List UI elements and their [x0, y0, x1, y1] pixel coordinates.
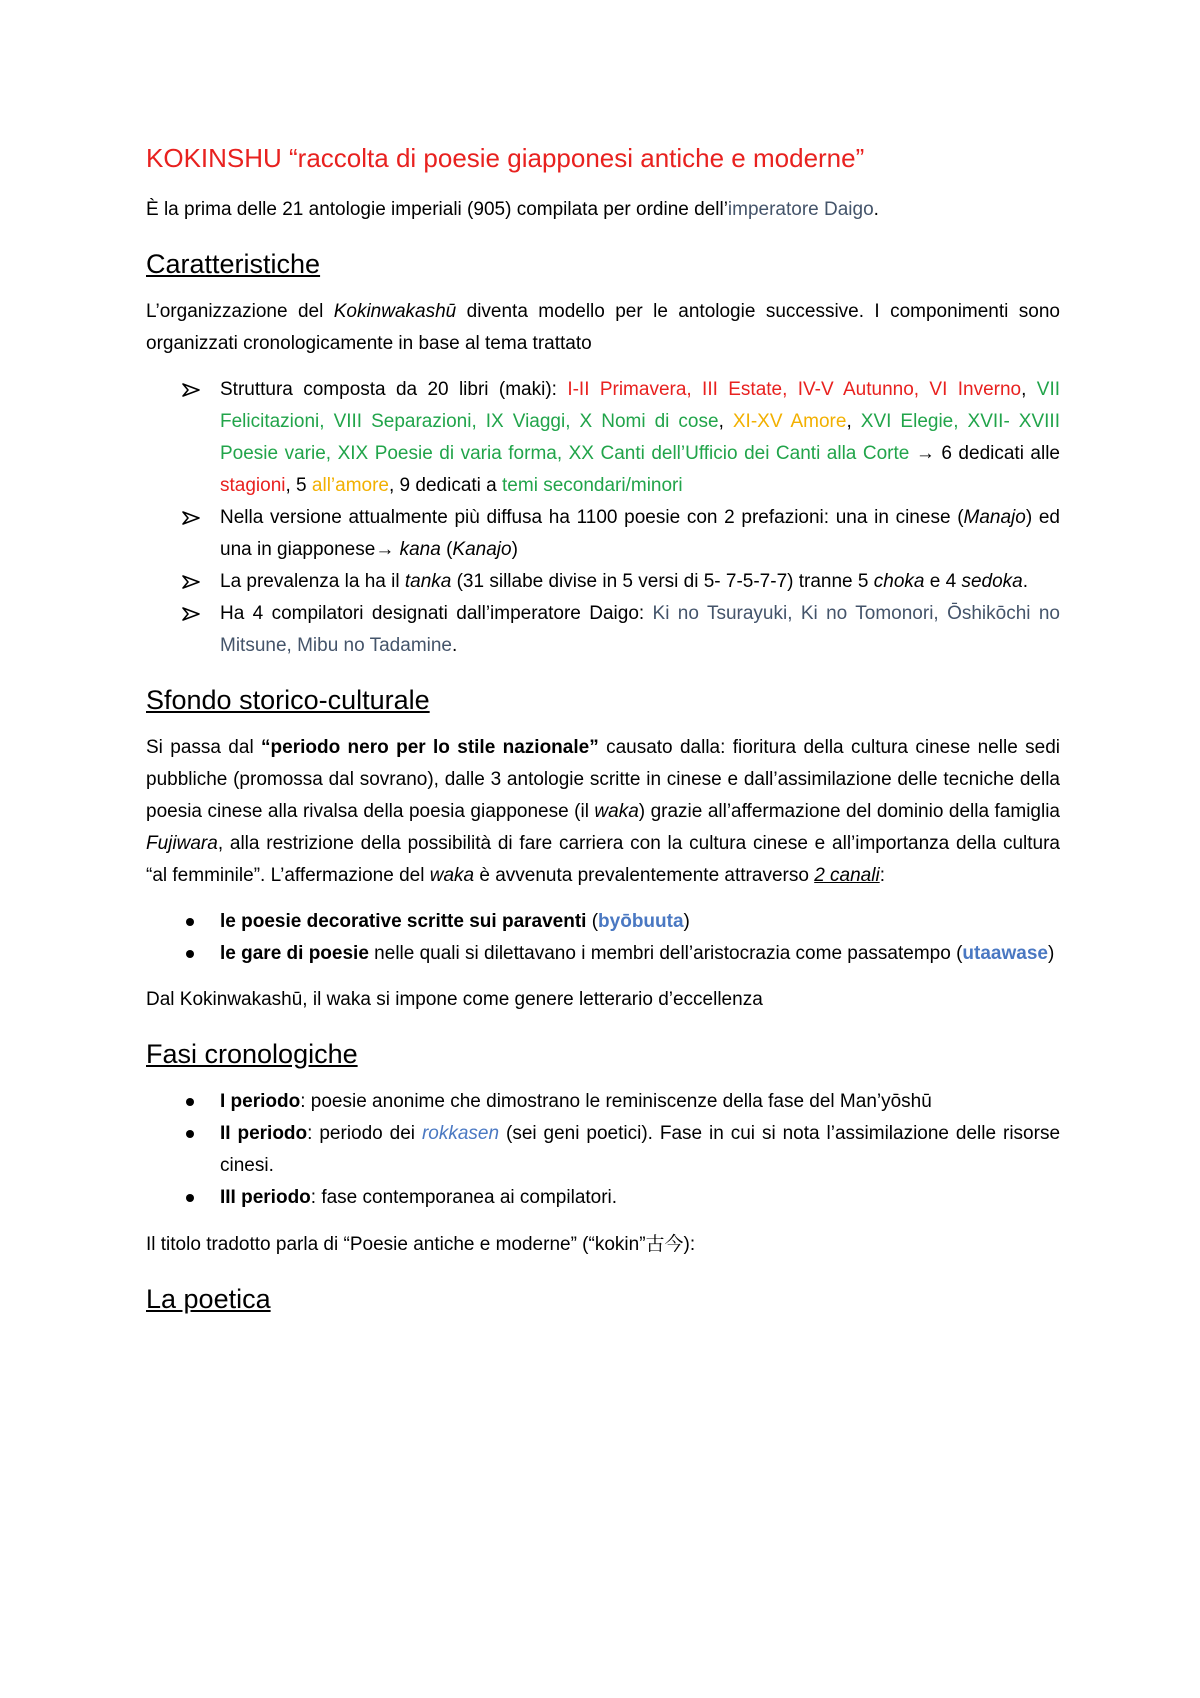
text-run: è avvenuta prevalentemente attraverso	[474, 865, 815, 886]
text-run: Si passa dal	[146, 737, 262, 758]
text-run: L’organizzazione del	[146, 301, 334, 322]
spacer	[146, 360, 1060, 374]
text-run: (31 sillabe divise in 5 versi di 5- 7-5-7-7) tranne 5	[451, 571, 874, 592]
heading-caratteristiche: Caratteristiche	[146, 249, 321, 279]
period-label: I periodo	[220, 1091, 301, 1112]
text-run: nelle quali si dilettavano i membri dell’aristocrazia come passatempo (	[368, 943, 963, 964]
love-label: all’amore	[311, 475, 389, 496]
spacer	[146, 662, 1060, 682]
seasons-label: stagioni	[220, 475, 286, 496]
intro-text: È la prima delle 21 antologie imperiali (905) compilata per ordine dell’	[146, 199, 728, 220]
text-run: (	[586, 911, 599, 932]
arrowhead-bullet-icon	[182, 607, 200, 621]
text-run: ) grazie all’affermazione del dominio della famiglia	[638, 801, 1060, 822]
text-run: causato dalla: fioritura della cultura cinese nelle sedi pubbliche (promossa dal sovrano), dalle 3 antologie scritte in cinese e dall’assimilazione delle tecniche della poesia cinese alla rivalsa della poesia giapponese (il	[146, 737, 1060, 822]
period-label: II periodo	[220, 1123, 308, 1144]
text-run: La prevalenza la ha il	[220, 571, 405, 592]
list-item	[146, 938, 1060, 970]
text-run: ,	[1021, 379, 1037, 400]
text-run: Ha 4 compilatori designati dall’imperatore Daigo:	[220, 603, 653, 624]
bold-phrase: “periodo nero per lo stile nazionale”	[261, 737, 599, 758]
text-run: .	[452, 635, 458, 656]
term-utaawase: utaawase	[962, 943, 1048, 964]
period-label: III periodo	[220, 1187, 311, 1208]
sfondo-list	[146, 906, 1060, 970]
arrowhead-bullet-icon	[182, 383, 200, 397]
text-run: ,	[718, 411, 733, 432]
text-run: ) ed una in giapponese	[220, 507, 1061, 560]
text-run: : poesie anonime che dimostrano le reminiscenze della fase del Man’yōshū	[300, 1091, 932, 1112]
text-run: )	[1047, 943, 1055, 964]
sfondo-paragraph	[146, 732, 1060, 892]
minor-themes-label: temi secondari/minori	[502, 475, 683, 496]
list-item	[146, 1118, 1060, 1182]
bold-phrase: le gare di poesie	[220, 943, 369, 964]
list-item	[146, 374, 1060, 502]
spacer	[146, 1016, 1060, 1036]
minor-books: XVI Elegie, XVII- XVIII Poesie varie, XIX Poesie di varia forma, XX Canti dell’Ufficio dei Canti alla Corte	[220, 411, 1060, 464]
bullet-dot-icon	[186, 1098, 194, 1106]
heading-fasi: Fasi cronologiche	[146, 1039, 358, 1069]
spacer	[146, 1261, 1060, 1281]
document-title: KOKINSHU “raccolta di poesie giapponesi antiche e moderne”	[146, 143, 865, 173]
spacer	[146, 1214, 1060, 1228]
term-waka: waka	[594, 801, 639, 822]
spacer	[146, 970, 1060, 984]
text-run: )	[683, 911, 690, 932]
text-run: ,	[846, 411, 861, 432]
list-item	[146, 566, 1060, 598]
fasi-list	[146, 1086, 1060, 1214]
term-kanajo: Kanajo	[452, 539, 512, 560]
text-run: ):	[683, 1234, 696, 1255]
term-rokkasen: rokkasen	[421, 1123, 500, 1144]
text-run: diventa modello per le antologie successive. I componimenti sono organizzati cronologicamente in base al tema trattato	[146, 301, 1060, 354]
term-sedoka: sedoka	[961, 571, 1023, 592]
seasons-books: I-II Primavera, III Estate, IV-V Autunno, VI Inverno	[567, 379, 1022, 400]
spacer	[146, 892, 1060, 906]
term-waka: waka	[429, 865, 475, 886]
arrowhead-bullet-icon	[182, 511, 200, 525]
text-run: :	[879, 865, 885, 886]
text-run: e 4	[924, 571, 962, 592]
list-item	[146, 906, 1060, 938]
term-canali: 2 canali	[814, 865, 880, 886]
list-item	[146, 1086, 1060, 1118]
bullet-dot-icon	[186, 918, 194, 926]
text-run: .	[1022, 571, 1028, 592]
intro-end: .	[873, 199, 879, 220]
spacer	[146, 226, 1060, 246]
work-title: Kokinwakashū	[333, 301, 457, 322]
love-books: XI-XV Amore	[732, 411, 847, 432]
kanji-kokin: 古今	[645, 1233, 684, 1255]
arrowhead-bullet-icon	[182, 575, 200, 589]
fasi-closing	[146, 1228, 1060, 1261]
spacer	[146, 1072, 1060, 1086]
term-byobuuta: byōbuuta	[598, 911, 684, 932]
text-run: , 5	[285, 475, 312, 496]
text-run: : periodo dei	[307, 1123, 422, 1144]
text-run: (sei geni poetici). Fase in cui si nota l’assimilazione delle risorse cinesi.	[220, 1123, 1061, 1176]
text-run: , 9 dedicati a	[389, 475, 503, 496]
bullet-dot-icon	[186, 1130, 194, 1138]
list-item	[146, 1182, 1060, 1214]
spacer	[146, 282, 1060, 296]
arrow-icon: →	[909, 443, 942, 464]
text-run: Il titolo tradotto parla di “Poesie antiche e moderne” (“kokin”	[146, 1234, 646, 1255]
bold-phrase: le poesie decorative scritte sui paraventi	[220, 911, 587, 932]
list-item	[146, 598, 1060, 662]
term-choka: choka	[873, 571, 925, 592]
heading-sfondo: Sfondo storico-culturale	[146, 685, 430, 715]
term-tanka: tanka	[404, 571, 452, 592]
caratteristiche-list	[146, 374, 1060, 662]
text-run: , alla restrizione della possibilità di fare carriera con la cultura cinese e all’importanza della cultura “al femminile”. L’affermazione del	[146, 833, 1060, 886]
term-kana: kana	[399, 539, 441, 560]
text-run: (	[440, 539, 453, 560]
spacer	[146, 718, 1060, 732]
list-item	[146, 502, 1060, 566]
minor-books: VII Felicitazioni, VIII Separazioni, IX Viaggi, X Nomi di cose	[220, 379, 1060, 432]
text-run: 6 dedicati alle	[941, 443, 1060, 464]
text-run: Struttura composta da 20 libri (maki):	[220, 379, 568, 400]
term-fujiwara: Fujiwara	[146, 833, 218, 854]
document-body	[146, 140, 1060, 1317]
text-run: Nella versione attualmente più diffusa ha 1100 poesie con 2 prefazioni: una in cinese (	[220, 507, 964, 528]
intro-paragraph	[146, 194, 1060, 226]
bullet-dot-icon	[186, 950, 194, 958]
emperor-name: imperatore Daigo	[727, 199, 874, 220]
sfondo-closing: Dal Kokinwakashū, il waka si impone come genere letterario d’eccellenza	[146, 989, 763, 1010]
text-run: )	[511, 539, 518, 560]
caratteristiche-paragraph	[146, 296, 1060, 360]
heading-poetica: La poetica	[146, 1284, 271, 1314]
term-manajo: Manajo	[963, 507, 1026, 528]
text-run: : fase contemporanea ai compilatori.	[310, 1187, 618, 1208]
bullet-dot-icon	[186, 1194, 194, 1202]
compilers-names: Ki no Tsurayuki, Ki no Tomonori, Ōshikōchi no Mitsune, Mibu no Tadamine	[220, 603, 1060, 656]
arrow-icon: →	[375, 539, 400, 560]
